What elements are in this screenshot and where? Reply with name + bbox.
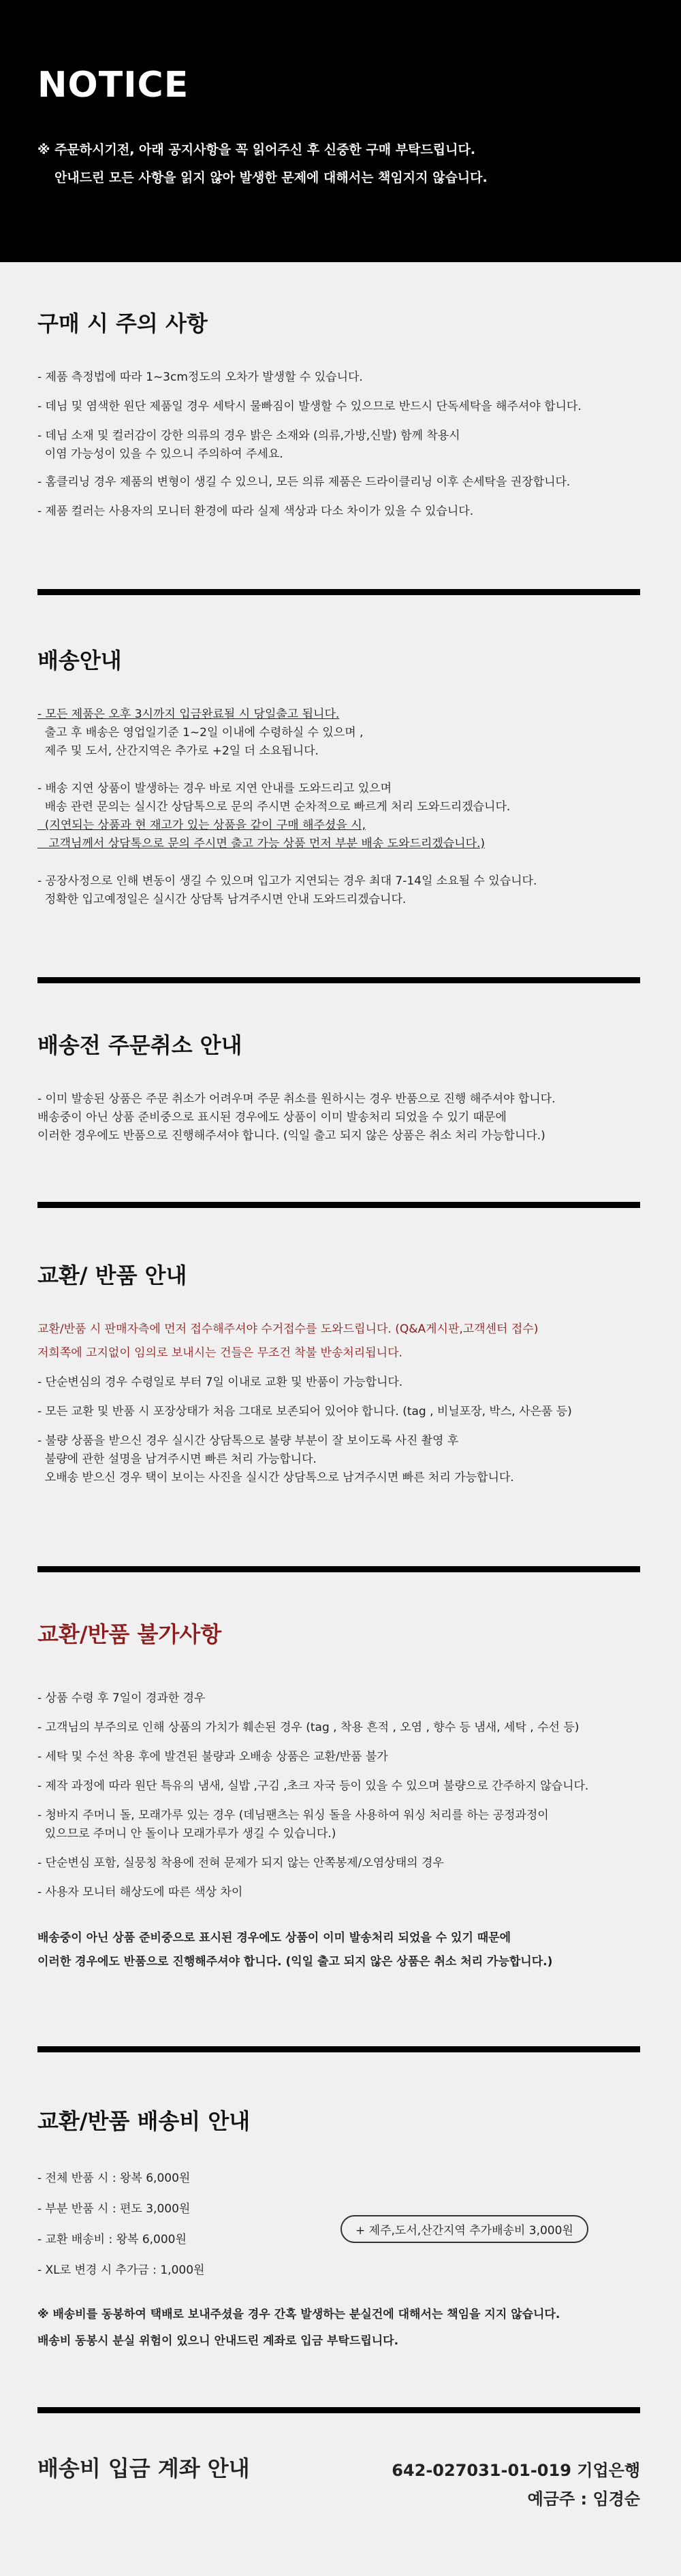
nonreturn-section (37, 1617, 640, 1971)
account-title: 배송비 입금 계좌 안내 (37, 2455, 250, 2481)
purchase-line: - 데님 소재 및 컬러감이 강한 의류의 경우 밝은 소재와 (의류,가방,신발) 함께 착용시 (37, 429, 460, 443)
fee-line: - 부분 반품 시 : 편도 3,000원 (37, 2202, 191, 2216)
cancel-line: 이러한 경우에도 반품으로 진행해주셔야 합니다. (익일 출고 되지 않은 상품은 취소 처리 가능합니다.) (37, 1129, 545, 1143)
fee-line: - 전체 반품 시 : 왕복 6,000원 (37, 2172, 191, 2185)
cancel-section (37, 1028, 640, 1145)
purchase-line: - 홈클리닝 경우 제품의 변형이 생길 수 있으니, 모든 의류 제품은 드라이클리닝 이후 손세탁을 권장합니다. (37, 475, 571, 489)
section-divider (37, 589, 640, 595)
purchase-line: - 데님 및 염색한 원단 제품일 경우 세탁시 물빠짐이 발생할 수 있으므로 반드시 단독세탁을 해주셔야 합니다. (37, 400, 582, 413)
shipping-line: 정확한 입고예정일은 실시간 상담톡 남겨주시면 안내 도와드리겠습니다. (37, 893, 407, 906)
exchange-line: - 모든 교환 및 반품 시 포장상태가 처음 그대로 보존되어 있어야 합니다. (tag , 비닐포장, 박스, 사은품 등) (37, 1405, 572, 1418)
exchange-line: - 단순변심의 경우 수령일로 부터 7일 이내로 교환 및 반품이 가능합니다. (37, 1376, 403, 1389)
purchase-title: 구매 시 주의 사항 (37, 311, 208, 336)
exchange-title: 교환/ 반품 안내 (37, 1262, 187, 1288)
section-divider (37, 2046, 640, 2052)
account-number: 642-027031-01-019 기업은행 (392, 2461, 640, 2480)
shipping-line: - 배송 지연 상품이 발생하는 경우 바로 지연 안내를 도와드리고 있으며 (37, 782, 392, 795)
purchase-line: 이염 가능성이 있을 수 있으니 주의하여 주세요. (37, 447, 283, 461)
cancel-line: 배송중이 아닌 상품 준비중으로 표시된 경우에도 상품이 이미 발송처리 되었을 수 있기 때문에 (37, 1111, 507, 1124)
shipping-line: (지연되는 상품과 현 재고가 있는 상품을 같이 구매 해주셨을 시, (37, 818, 366, 832)
fee-note: 배송비 동봉시 분실 위험이 있으니 안내드린 계좌로 입금 부탁드립니다. (37, 2334, 399, 2348)
shipping-line: 제주 및 도서, 산간지역은 추가로 +2일 더 소요됩니다. (37, 744, 319, 758)
exchange-warning: 저희쪽에 고지없이 임의로 보내시는 건들은 무조건 착불 반송처리됩니다. (37, 1346, 402, 1360)
cancel-line: - 이미 발송된 상품은 주문 취소가 어려우며 주문 취소를 원하시는 경우 반품으로 진행 해주셔야 합니다. (37, 1092, 556, 1106)
fee-title: 교환/반품 배송비 안내 (37, 2108, 251, 2134)
nonreturn-note: 이러한 경우에도 반품으로 진행해주셔야 합니다. (익일 출고 되지 않은 상품은 취소 처리 가능합니다.) (37, 1955, 553, 1969)
fee-line: - XL로 변경 시 추가금 : 1,000원 (37, 2263, 205, 2277)
notice-line-2: 안내드린 모든 사항을 읽지 않아 발생한 문제에 대해서는 책임지지 않습니다. (54, 170, 488, 185)
shipping-line: - 공장사정으로 인해 변동이 생길 수 있으며 입고가 지연되는 경우 최대 7-14일 소요될 수 있습니다. (37, 874, 537, 888)
nonreturn-line: - 고객님의 부주의로 인해 상품의 가치가 훼손된 경우 (tag , 착용 흔적 , 오염 , 향수 등 냄새, 세탁 , 수선 등) (37, 1721, 580, 1734)
account-holder: 예금주 : 임경순 (527, 2490, 640, 2509)
nonreturn-line: - 세탁 및 수선 착용 후에 발견된 불량과 오배송 상품은 교환/반품 불가 (37, 1750, 388, 1764)
nonreturn-line: - 사용자 모니터 해상도에 따른 색상 차이 (37, 1886, 243, 1899)
purchase-section (37, 306, 640, 521)
section-divider (37, 2407, 640, 2413)
nonreturn-note: 배송중이 아닌 상품 준비중으로 표시된 경우에도 상품이 이미 발송처리 되었을 수 있기 때문에 (37, 1931, 511, 1945)
extra-fee-badge: + 제주,도서,산간지역 추가배송비 3,000원 (340, 2215, 588, 2243)
exchange-line: - 불량 상품을 받으신 경우 실시간 상담톡으로 불량 부분이 잘 보이도록 사진 촬영 후 (37, 1434, 459, 1448)
nonreturn-line: 있으므로 주머니 안 돌이나 모래가루가 생길 수 있습니다.) (37, 1827, 336, 1841)
nonreturn-line: - 단순변심 포함, 실뭉칭 착용에 전혀 문제가 되지 않는 안쪽봉제/오염상태의 경우 (37, 1856, 444, 1870)
cancel-title: 배송전 주문취소 안내 (37, 1032, 242, 1058)
exchange-line: 오배송 받으신 경우 택이 보이는 사진을 실시간 상담톡으로 남겨주시면 빠른 처리 가능합니다. (37, 1471, 514, 1484)
notice-header (0, 0, 681, 262)
exchange-warning: 교환/반품 시 판매자측에 먼저 접수해주셔야 수거접수를 도와드립니다. (Q&A게시판,고객센터 접수) (37, 1322, 539, 1336)
notice-title: NOTICE (37, 65, 189, 106)
shipping-line: - 모든 제품은 오후 3시까지 입금완료될 시 당일출고 됩니다. (37, 707, 340, 721)
section-divider (37, 1566, 640, 1572)
notice-line-1: ※ 주문하시기전, 아래 공지사항을 꼭 읽어주신 후 신중한 구매 부탁드립니다. (37, 142, 476, 157)
shipping-title: 배송안내 (37, 648, 122, 673)
purchase-line: - 제품 측정법에 따라 1~3cm정도의 오차가 발생할 수 있습니다. (37, 370, 363, 384)
shipping-line: 고객님께서 상담톡으로 문의 주시면 출고 가능 상품 먼저 부분 배송 도와드리겠습니다.) (37, 837, 486, 850)
fee-note: ※ 배송비를 동봉하여 택배로 보내주셨을 경우 간혹 발생하는 분실건에 대해서는 책임을 지지 않습니다. (37, 2308, 560, 2321)
nonreturn-line: - 제작 과정에 따라 원단 특유의 냄새, 실밥 ,구김 ,초크 자국 등이 있을 수 있으며 불량으로 간주하지 않습니다. (37, 1779, 589, 1793)
nonreturn-title: 교환/반품 불가사항 (37, 1621, 222, 1647)
fee-line: - 교환 배송비 : 왕복 6,000원 (37, 2233, 187, 2246)
shipping-line: 출고 후 배송은 영업일기준 1~2일 이내에 수령하실 수 있으며 , (37, 726, 364, 740)
exchange-line: 불량에 관한 설명을 남겨주시면 빠른 처리 가능합니다. (37, 1452, 317, 1466)
nonreturn-line: - 상품 수령 후 7일이 경과한 경우 (37, 1691, 206, 1705)
purchase-line: - 제품 컬러는 사용자의 모니터 환경에 따라 실제 색상과 다소 차이가 있을 수 있습니다. (37, 505, 474, 518)
exchange-section (37, 1258, 640, 1487)
nonreturn-line: - 청바지 주머니 돌, 모래가루 있는 경우 (데님팬츠는 워싱 돌을 사용하여 워싱 처리를 하는 공정과정이 (37, 1809, 549, 1822)
shipping-section (37, 643, 640, 909)
shipping-line: 배송 관련 문의는 실시간 상담톡으로 문의 주시면 순차적으로 빠르게 처리 도와드리겠습니다. (37, 800, 511, 814)
section-divider (37, 1202, 640, 1208)
section-divider (37, 977, 640, 983)
